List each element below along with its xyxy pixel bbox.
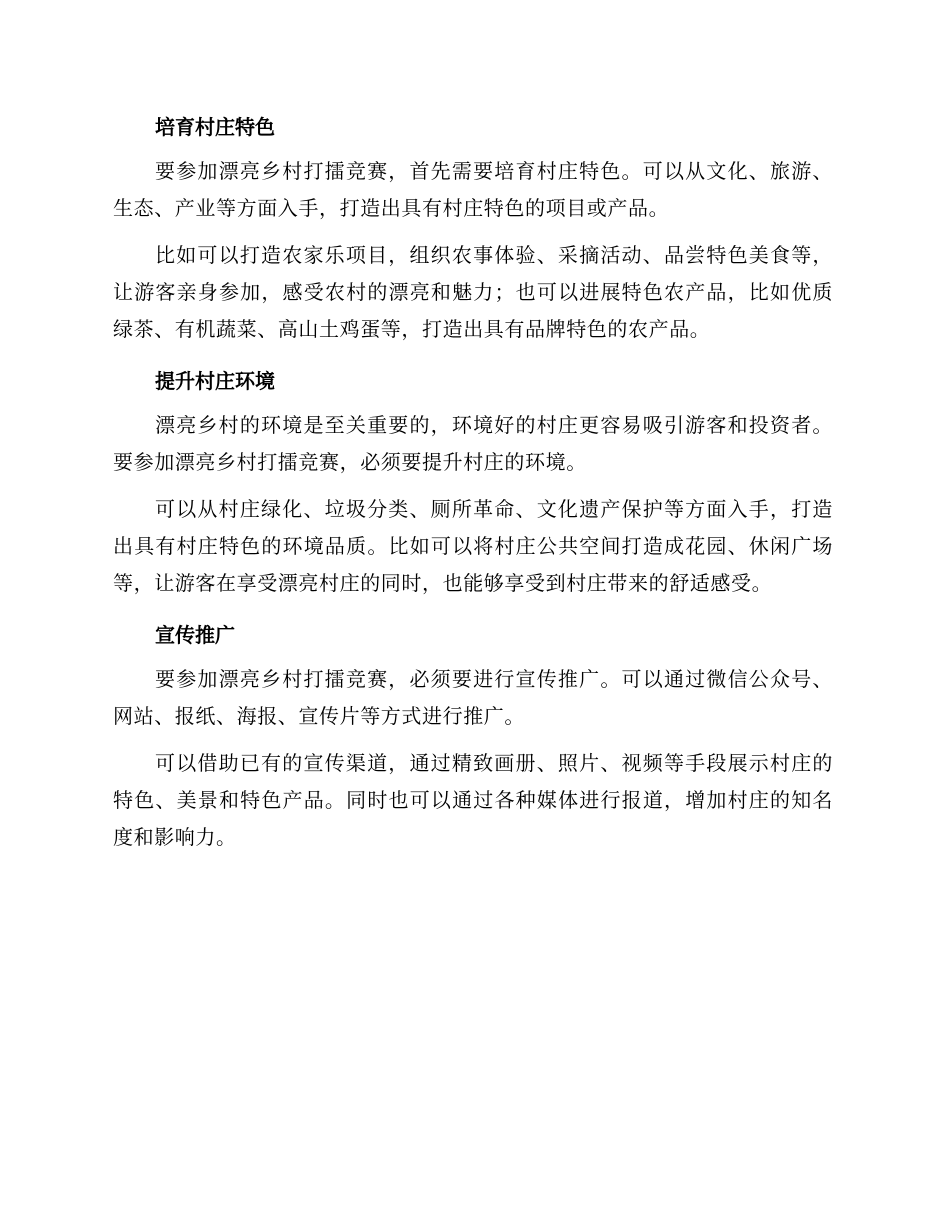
paragraph: 比如可以打造农家乐项目，组织农事体验、采摘活动、品尝特色美食等，让游客亲身参加，感受农村的漂亮和魅力；也可以进展特色农产品，比如优质绿茶、有机蔬菜、高山土鸡蛋等，打造出具有品牌特色的农产品。 (113, 243, 833, 341)
document-page (113, 104, 833, 866)
paragraph: 要参加漂亮乡村打擂竞赛，首先需要培育村庄特色。可以从文化、旅游、生态、产业等方面入手，打造出具有村庄特色的项目或产品。 (113, 159, 833, 220)
paragraph: 可以从村庄绿化、垃圾分类、厕所革命、文化遗产保护等方面入手，打造出具有村庄特色的环境品质。比如可以将村庄公共空间打造成花园、休闲广场等，让游客在享受漂亮村庄的同时，也能够享受到村庄带来的舒适感受。 (113, 497, 833, 595)
section-village-features (113, 104, 833, 348)
section-heading: 宣传推广 (155, 623, 235, 647)
paragraph: 可以借助已有的宣传渠道，通过精致画册、照片、视频等手段展示村庄的特色、美景和特色产品。同时也可以通过各种媒体进行报道，增加村庄的知名度和影响力。 (113, 751, 833, 849)
section-village-environment (113, 358, 833, 602)
section-promotion (113, 612, 833, 856)
paragraph: 漂亮乡村的环境是至关重要的，环境好的村庄更容易吸引游客和投资者。要参加漂亮乡村打擂竞赛，必须要提升村庄的环境。 (113, 413, 833, 474)
section-heading: 提升村庄环境 (155, 369, 275, 393)
section-heading: 培育村庄特色 (155, 115, 275, 139)
paragraph: 要参加漂亮乡村打擂竞赛，必须要进行宣传推广。可以通过微信公众号、网站、报纸、海报、宣传片等方式进行推广。 (113, 667, 833, 728)
